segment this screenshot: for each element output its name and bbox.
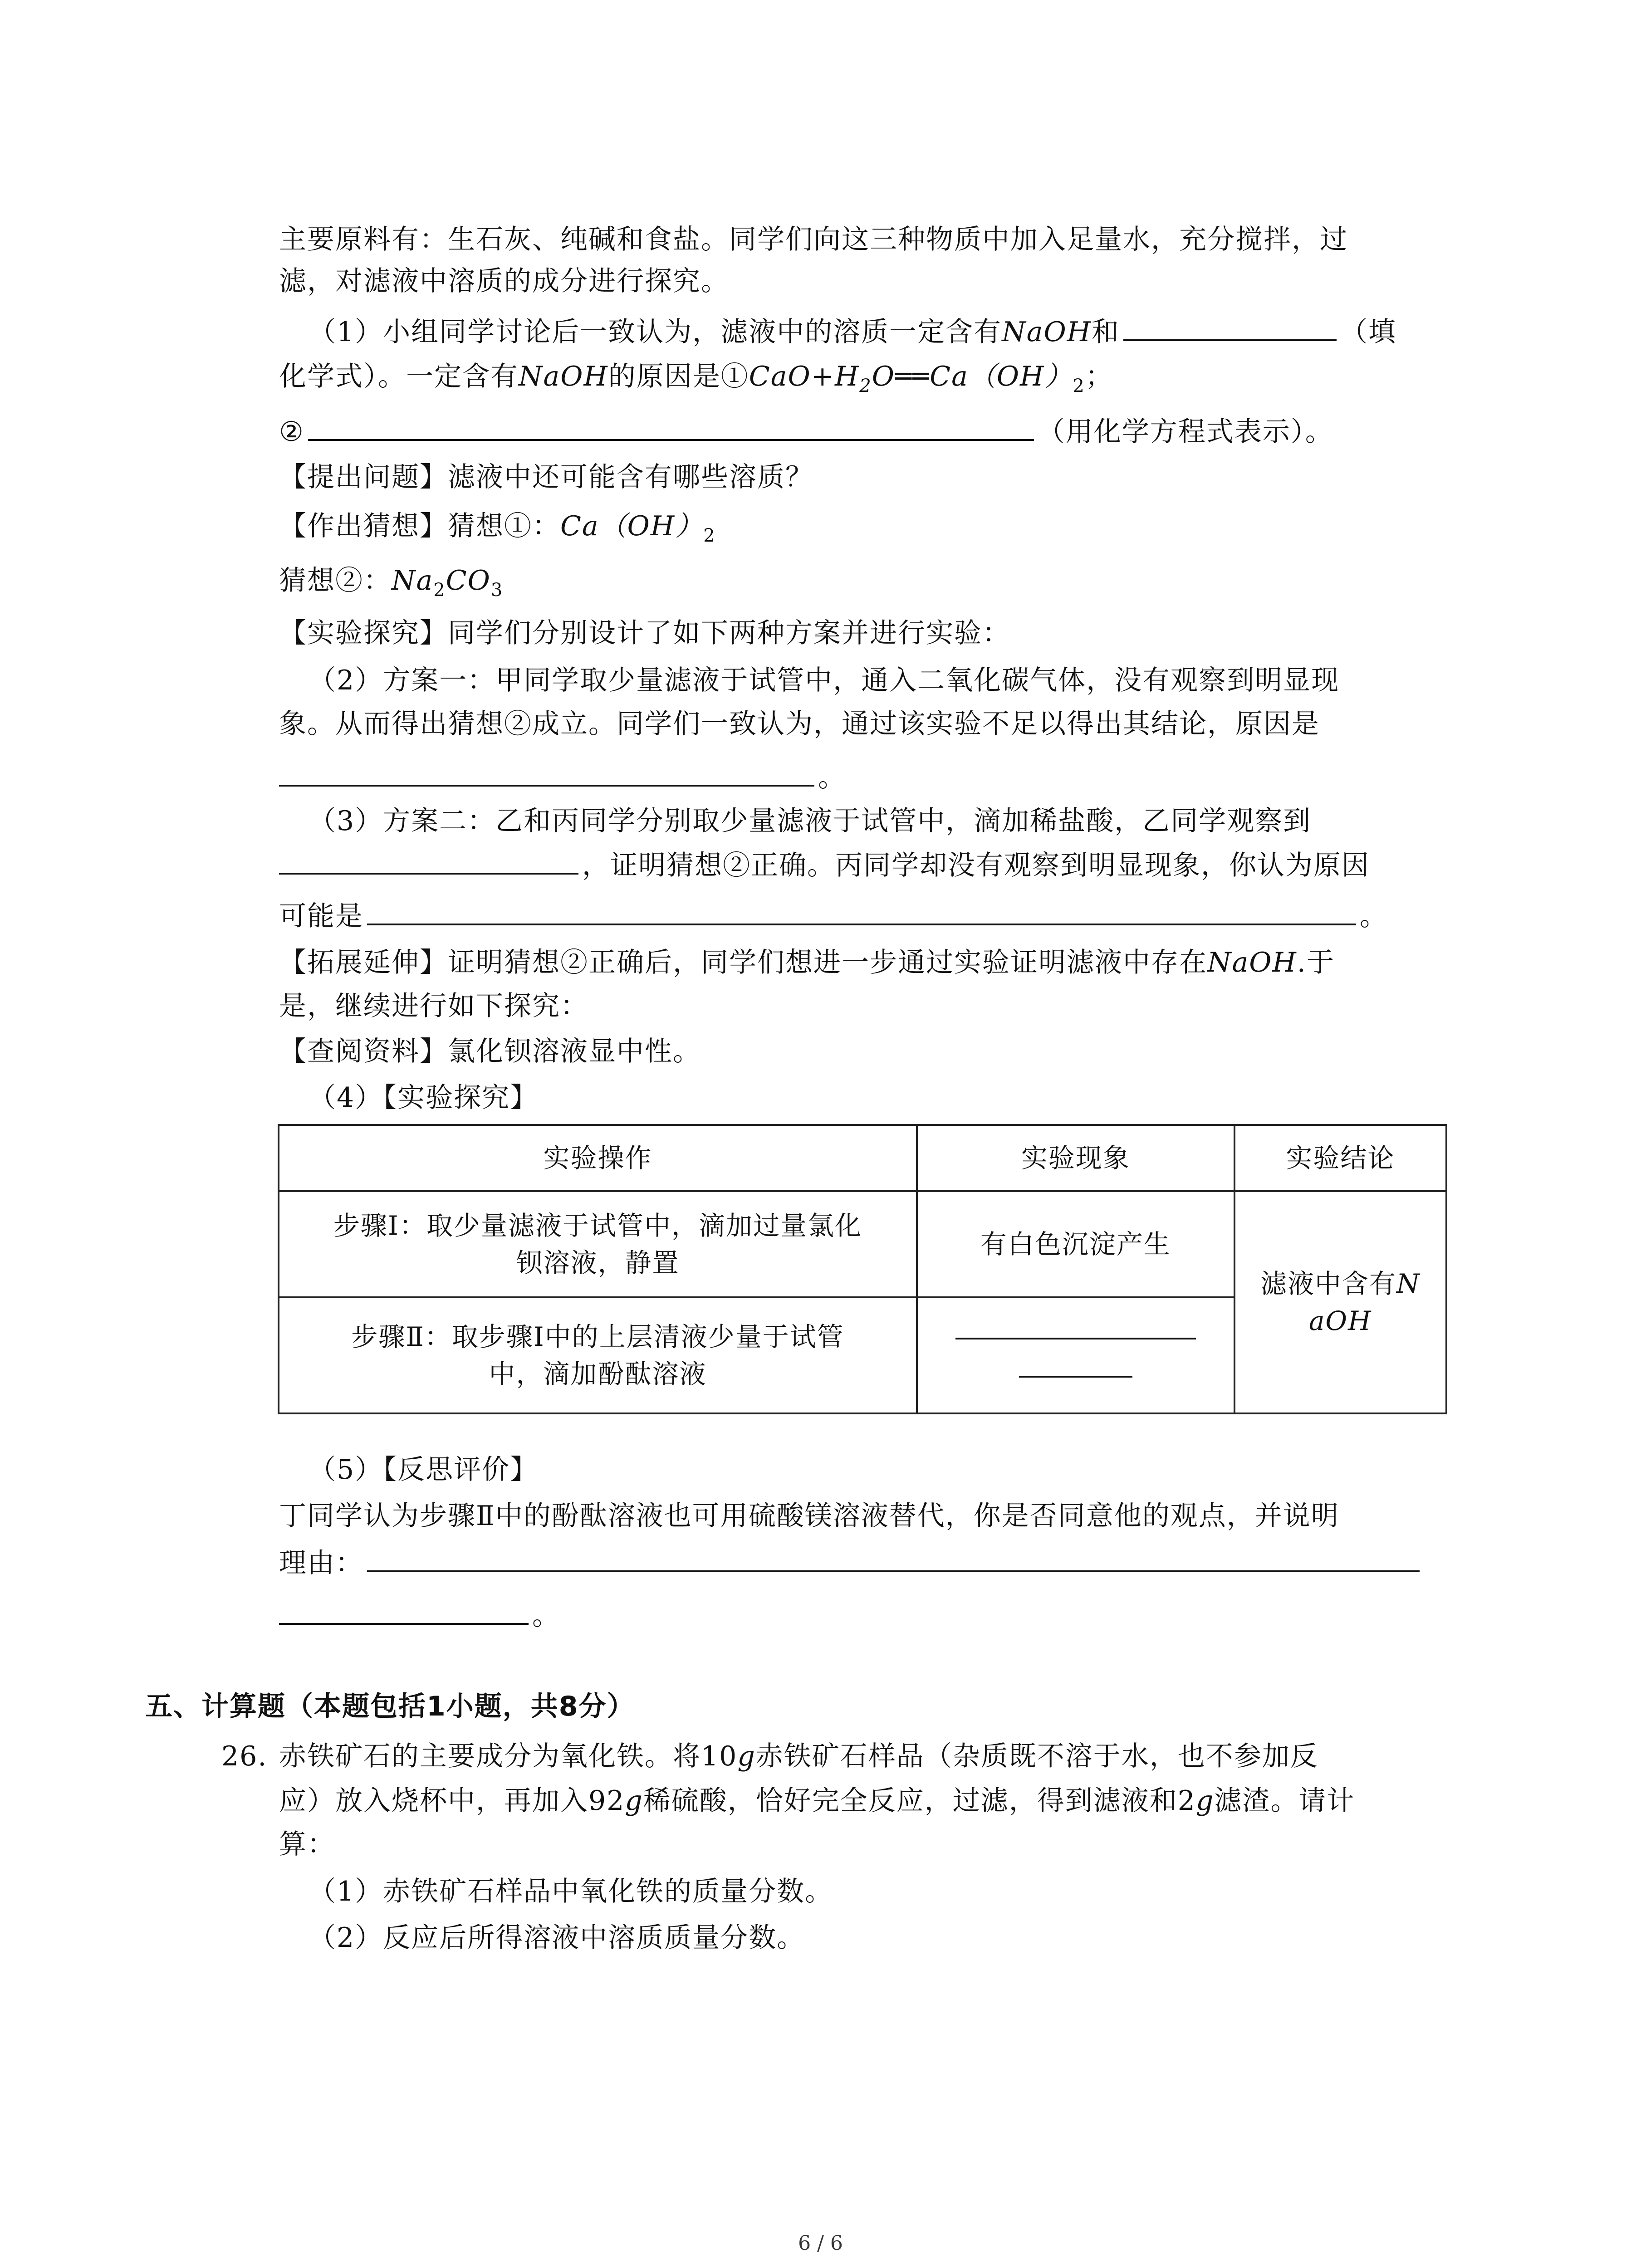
cell-text: 滤液中含有 [1260,1268,1396,1299]
text-span: 理由： [279,1547,363,1579]
table-header: 实验结论 [1234,1125,1446,1191]
text-line [279,758,846,796]
text-line: 主要原料有：生石灰、纯碱和食盐。同学们向这三种物质中加入足量水，充分搅拌，过 [279,224,1348,255]
answer-blank[interactable] [1019,1371,1132,1378]
question-number: 26. [221,1740,268,1772]
text-line [279,562,503,599]
answer-blank[interactable] [279,758,814,787]
answer-blank[interactable] [367,897,1356,925]
text-line [279,1783,1355,1819]
answer-blank[interactable] [279,1597,529,1625]
text-span: 稀硫酸，恰好完全反应，过滤，得到滤液和2 [643,1785,1196,1817]
text-span: ② [279,416,304,448]
text-span: 滤渣。请计 [1214,1785,1355,1817]
text-line: 是，继续进行如下探究： [279,990,588,1022]
text-span: 的原因是① [608,361,749,392]
section-heading: 五、计算题（本题包括1小题，共8分） [145,1691,635,1722]
text-line [279,897,1388,934]
page-number: 6 / 6 [798,2232,843,2255]
cell-text: 钡溶液，静置 [516,1247,680,1278]
cell-text: 中，滴加酚酞溶液 [489,1359,707,1389]
formula: Ca（OH） [560,510,704,542]
formula: ══Ca（OH） [895,361,1073,392]
text-line: （3）方案二：乙和丙同学分别取少量滤液于试管中，滴加稀盐酸，乙同学观察到 [309,805,1312,837]
subscript: 2 [703,525,716,546]
text-line: 【提出问题】滤液中还可能含有哪些溶质？ [279,461,813,493]
answer-blank[interactable] [955,1333,1196,1339]
answer-blank[interactable] [279,846,578,875]
unit: g [1195,1785,1215,1817]
answer-blank[interactable] [367,1544,1420,1572]
text-line: 丁同学认为步骤Ⅱ中的酚酞溶液也可用硫酸镁溶液替代，你是否同意他的观点，并说明 [279,1500,1339,1532]
text-span: 赤铁矿石样品（杂质既不溶于水，也不参加反 [755,1740,1318,1772]
subscript: 3 [490,580,504,601]
table-cell-operation [279,1297,917,1413]
formula: N [1396,1268,1421,1299]
question-1-line [309,313,1396,350]
table-header-row [279,1125,1446,1191]
formula: aOH [1308,1305,1372,1336]
subscript: 2 [433,580,446,601]
text-span: 赤铁矿石的主要成分为氧化铁。将10 [279,1740,738,1772]
table-cell-conclusion [1234,1191,1446,1413]
text-line: （4）【实验探究】 [309,1082,539,1114]
text-span: （填 [1340,316,1396,348]
text-line [279,358,1113,395]
table-cell-observation[interactable] [917,1297,1234,1413]
text-line: （2）反应后所得溶液中溶质质量分数。 [309,1922,805,1954]
text-span: 化学式）。一定含有 [279,361,519,392]
text-line [279,944,1335,981]
table-header: 实验操作 [279,1125,917,1191]
formula: NaOH [1002,316,1092,348]
text-line [279,508,716,544]
table-cell-operation [279,1191,917,1297]
text-line [279,413,1333,450]
unit: g [737,1740,756,1772]
subscript: 2 [1073,376,1085,396]
subscript: 2 [859,376,872,396]
table-header: 实验现象 [917,1125,1234,1191]
text-span: ； [1085,361,1113,392]
text-line: 滤，对滤液中溶质的成分进行探究。 [279,265,729,297]
text-span: 。 [818,762,846,793]
text-span: 【作出猜想】猜想①： [279,510,560,542]
text-span: 和 [1091,316,1120,348]
experiment-table [278,1124,1447,1414]
formula: CaO+H [749,361,860,392]
cell-text: 步骤Ⅱ：取步骤Ⅰ中的上层清液少量于试管 [351,1321,844,1352]
formula: NaOH [1207,947,1297,978]
formula: NaOH [519,361,608,392]
table-row [279,1191,1446,1297]
unit: g [625,1785,643,1817]
text-span: （用化学方程式表示）。 [1037,416,1333,448]
text-span: ，证明猜想②正确。丙同学却没有观察到明显现象，你认为原因 [582,850,1370,881]
text-span: （1）小组同学讨论后一致认为，滤液中的溶质一定含有 [309,316,1002,348]
formula: Na [392,565,434,596]
text-line: 象。从而得出猜想②成立。同学们一致认为，通过该实验不足以得出其结论，原因是 [279,708,1320,740]
formula: CO [446,565,491,596]
text-line [279,846,1370,884]
text-span: 猜想②： [279,565,392,596]
text-line: （2）方案一：甲同学取少量滤液于试管中，通入二氧化碳气体，没有观察到明显现 [309,665,1340,696]
answer-blank[interactable] [308,413,1034,441]
text-line [279,1544,1423,1581]
text-line: 【实验探究】同学们分别设计了如下两种方案并进行实验： [279,617,1010,649]
table-cell-observation: 有白色沉淀产生 [917,1191,1234,1297]
text-line: （5）【反思评价】 [309,1454,539,1486]
text-line [279,1597,560,1634]
answer-blank[interactable] [1123,313,1337,341]
text-line [279,1738,1318,1774]
text-span: .于 [1297,947,1335,978]
text-line: 算： [279,1828,335,1860]
text-span: 。 [532,1600,560,1632]
formula: O [872,361,895,392]
text-line: （1）赤铁矿石样品中氧化铁的质量分数。 [309,1876,833,1907]
cell-text: 步骤Ⅰ：取少量滤液于试管中，滴加过量氯化 [333,1210,862,1241]
text-line: 【查阅资料】氯化钡溶液显中性。 [279,1036,701,1067]
text-span: 。 [1360,900,1388,932]
text-span: 应）放入烧杯中，再加入92 [279,1785,625,1817]
text-span: 可能是 [279,900,363,932]
text-span: 【拓展延伸】证明猜想②正确后，同学们想进一步通过实验证明滤液中存在 [279,947,1207,978]
